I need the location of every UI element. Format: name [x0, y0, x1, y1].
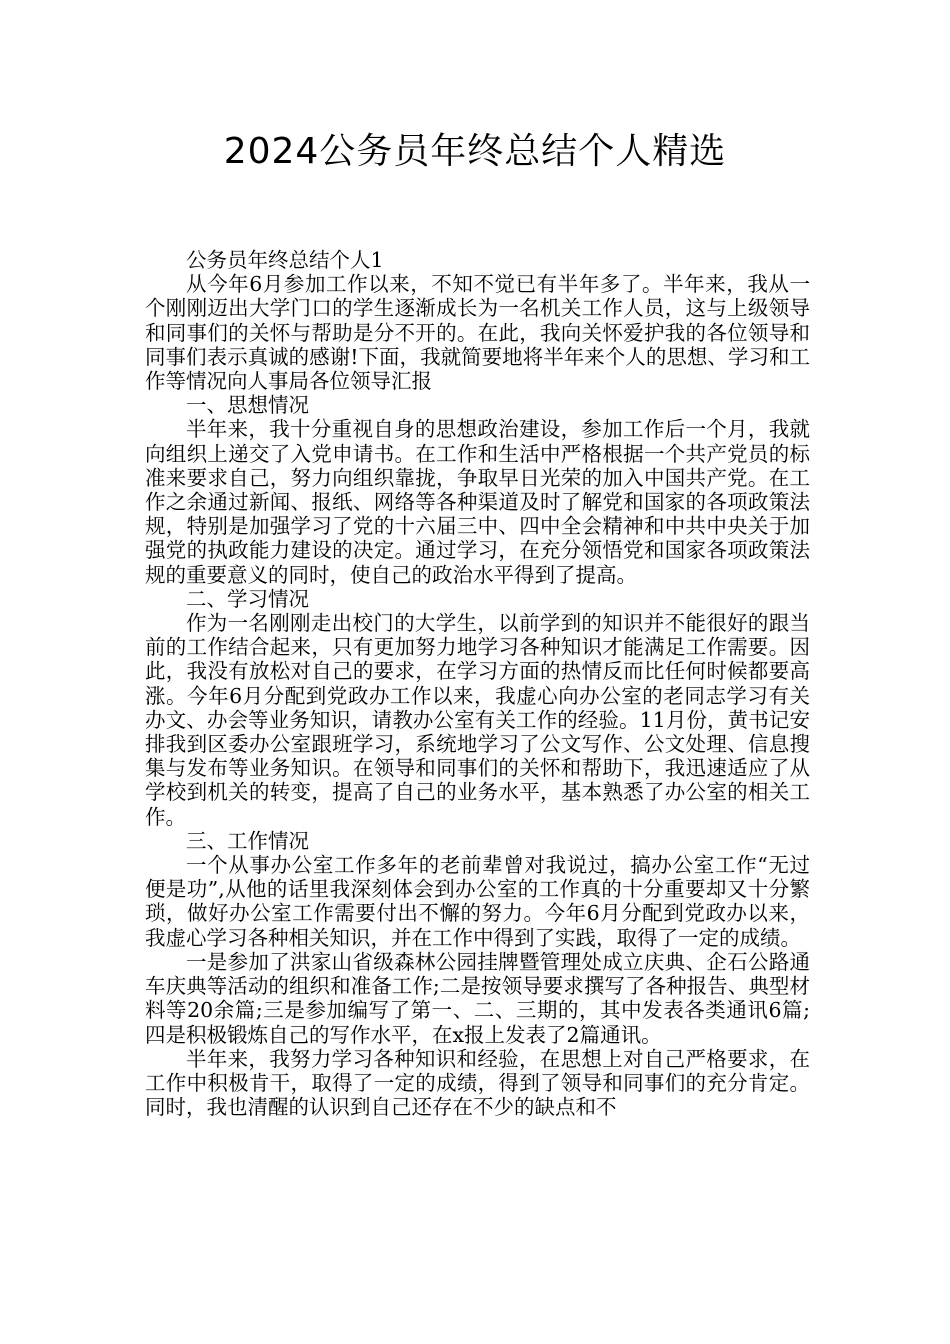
section-heading-thought: 一、思想情况 [186, 393, 309, 418]
paragraph: 一个从事办公室工作多年的老前辈曾对我说过，搞办公室工作“无过便是功”,从他的话里我深刻体会到办公室的工作真的十分重要却又十分繁琐，做好办公室工作需要付出不懈的努力。今年6月分配到党政办以来，我虚心学习各种相关知识，并在工作中得到了实践，取得了一定的成绩。 [145, 853, 810, 950]
paragraph: 从今年6月参加工作以来，不知不觉已有半年多了。半年来，我从一个刚刚迈出大学门口的学生逐渐成长为一名机关工作人员，这与上级领导和同事们的关怀与帮助是分不开的。在此，我向关怀爱护我的各位领导和同事们表示真诚的感谢!下面，我就简要地将半年来个人的思想、学习和工作等情况向人事局各位领导汇报 [145, 272, 810, 394]
section-heading-study: 二、学习情况 [186, 586, 309, 611]
paragraph: 作为一名刚刚走出校门的大学生，以前学到的知识并不能很好的跟当前的工作结合起来，只有更加努力地学习各种知识才能满足工作需要。因此，我没有放松对自己的要求，在学习方面的热情反而比任何时候都要高涨。今年6月分配到党政办工作以来，我虚心向办公室的老同志学习有关办文、办会等业务知识，请教办公室有关工作的经验。11月份，黄书记安排我到区委办公室跟班学习，系统地学习了公文写作、公文处理、信息搜集与发布等业务知识。在领导和同事们的关怀和帮助下，我迅速适应了从学校到机关的转变，提高了自己的业务水平，基本熟悉了办公室的相关工作。 [145, 611, 810, 829]
document-title: 2024公务员年终总结个人精选 [223, 131, 727, 172]
section-heading-work: 三、工作情况 [186, 828, 309, 853]
paragraph: 半年来，我努力学习各种知识和经验，在思想上对自己严格要求，在工作中积极肯干，取得了一定的成绩，得到了领导和同事们的充分肯定。同时，我也清醒的认识到自己还存在不少的缺点和不 [145, 1046, 810, 1120]
paragraph: 一是参加了洪家山省级森林公园挂牌暨管理处成立庆典、企石公路通车庆典等活动的组织和准备工作;二是按领导要求撰写了各种报告、典型材料等20余篇;三是参加编写了第一、二、三期的，其中发表各类通讯6篇;四是积极锻炼自己的写作水平，在x报上发表了2篇通讯。 [145, 949, 810, 1047]
document-body [145, 248, 810, 1119]
paragraph: 半年来，我十分重视自身的思想政治建设，参加工作后一个月，我就向组织上递交了入党申请书。在工作和生活中严格根据一个共产党员的标准来要求自己，努力向组织靠拢，争取早日光荣的加入中国共产党。在工作之余通过新闻、报纸、网络等各种渠道及时了解党和国家的各项政策法规，特别是加强学习了党的十六届三中、四中全会精神和中共中央关于加强党的执政能力建设的决定。通过学习，在充分领悟党和国家各项政策法规的重要意义的同时，使自己的政治水平得到了提高。 [145, 417, 810, 587]
paragraph-heading-1: 公务员年终总结个人1 [186, 248, 384, 272]
